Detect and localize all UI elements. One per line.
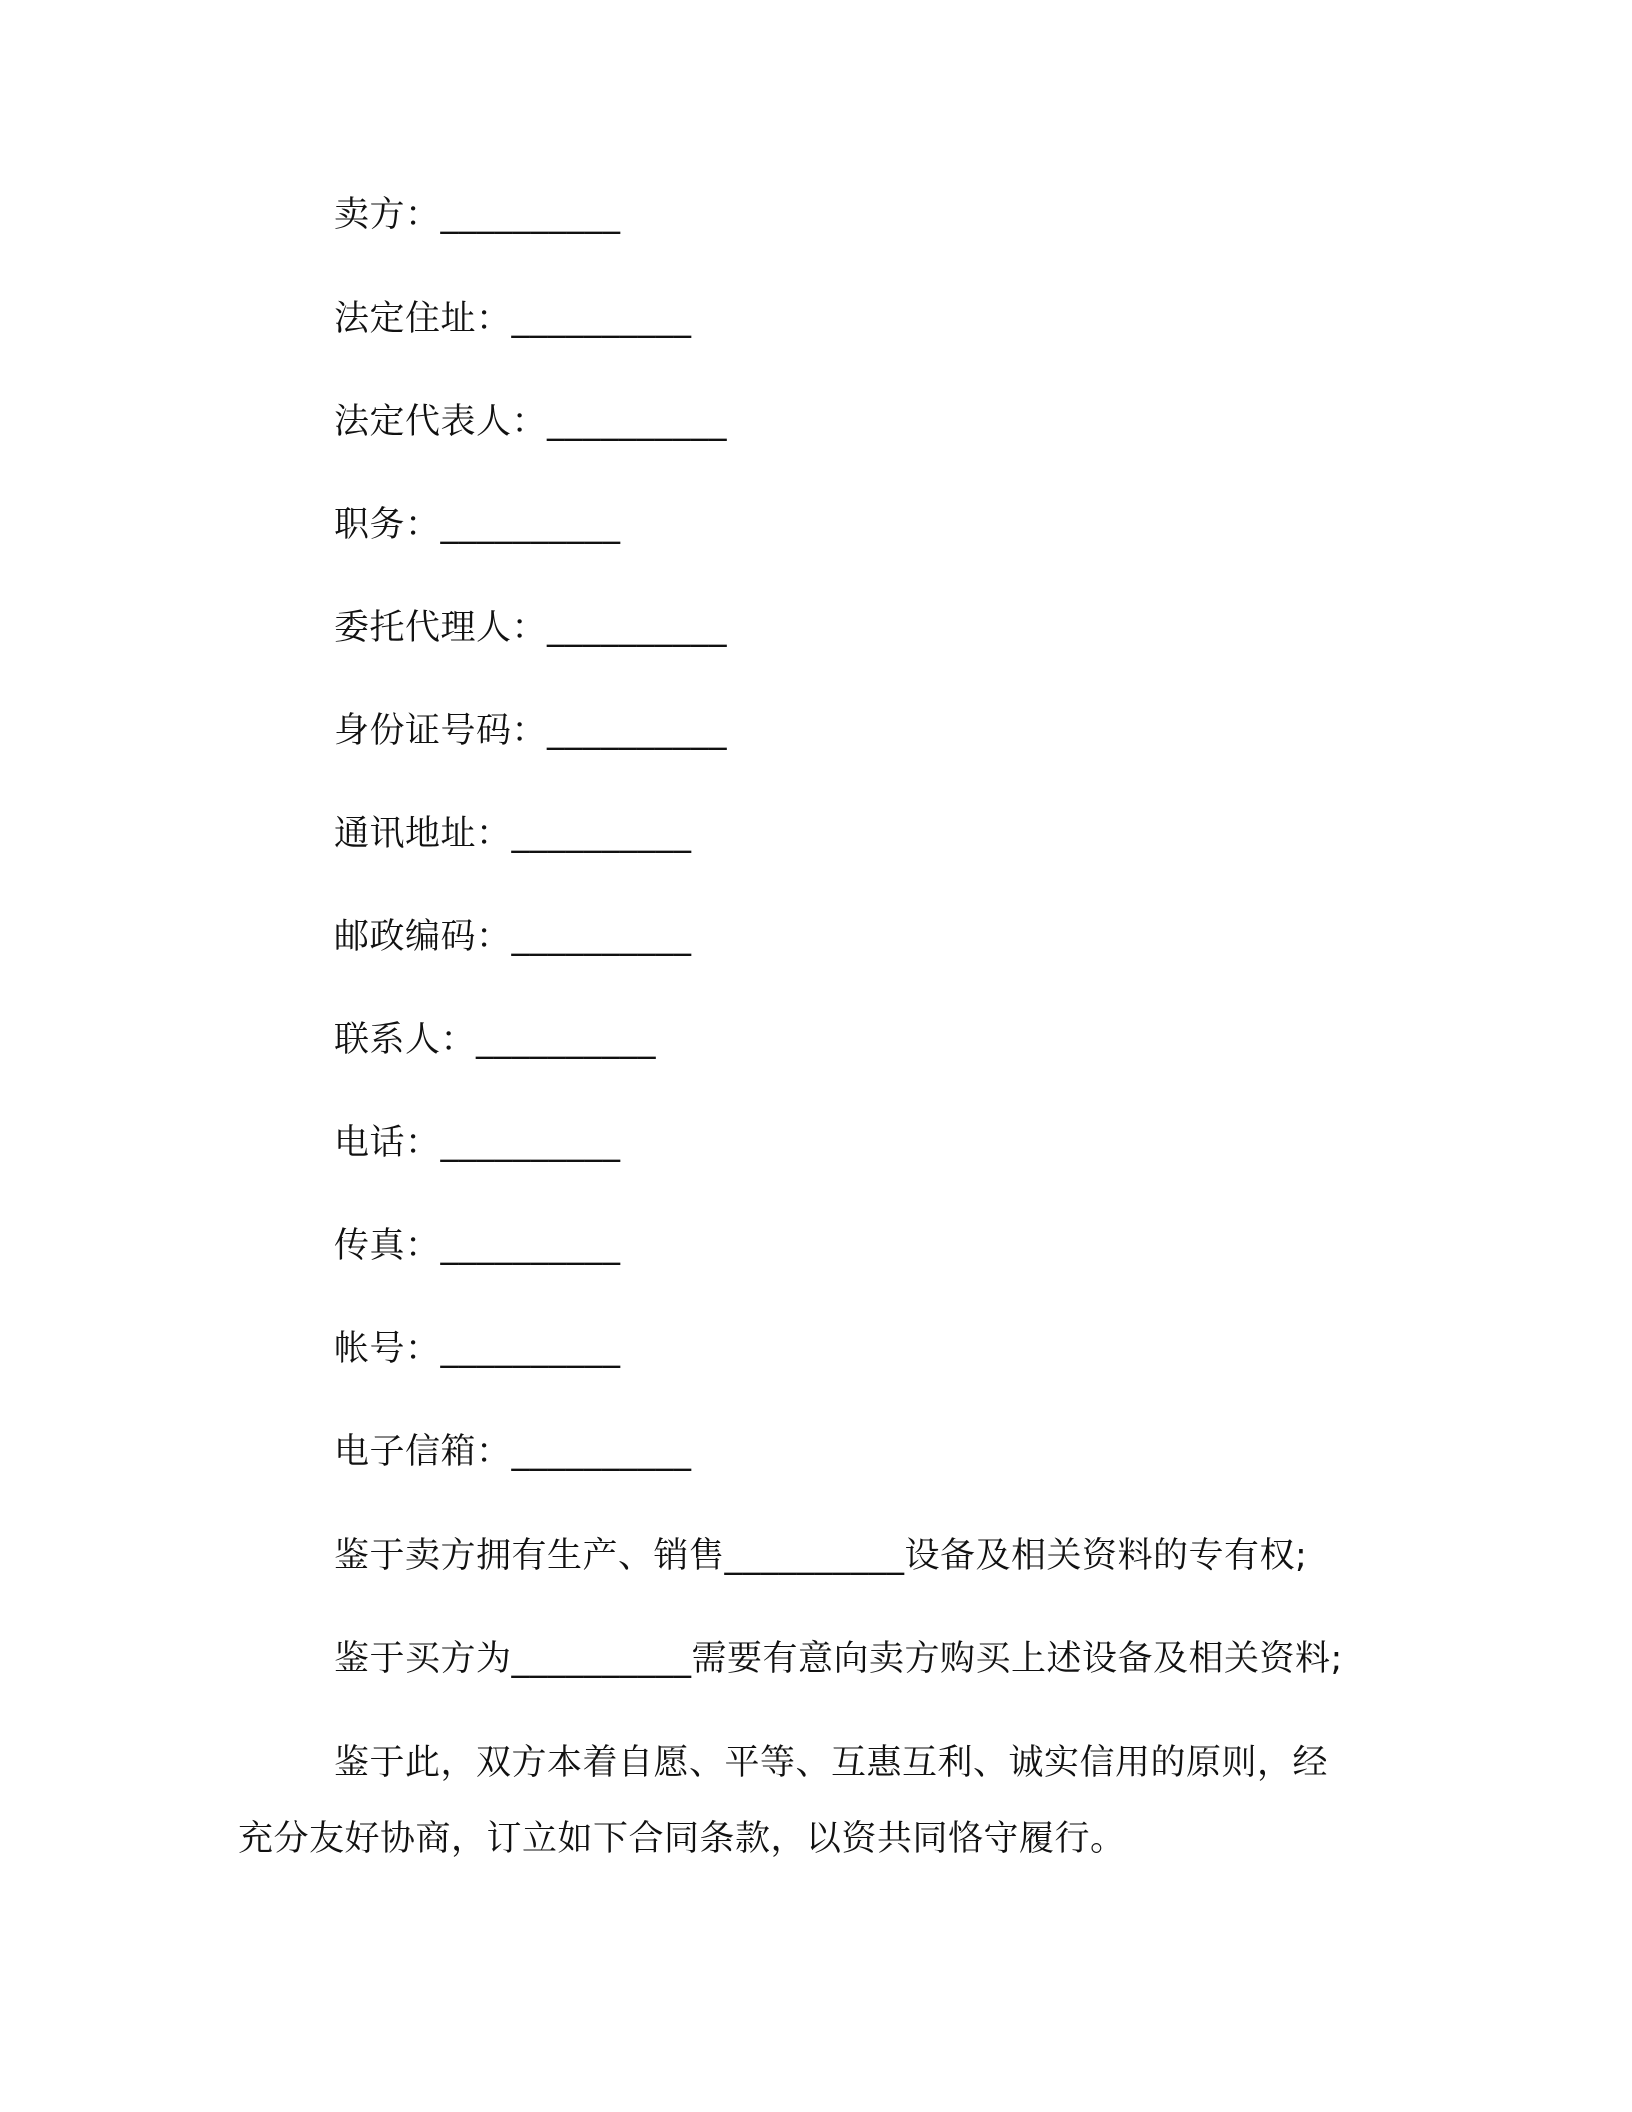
field-email: 电子信箱：__________ — [334, 1432, 692, 1472]
recital-agreement: 鉴于此，双方本着自愿、平等、互惠互利、诚实信用的原则，经 — [334, 1743, 1329, 1783]
field-account-number: 帐号：__________ — [334, 1329, 621, 1369]
field-phone: 电话：__________ — [334, 1123, 621, 1163]
field-seller: 卖方：__________ — [334, 195, 621, 235]
recital-agreement-continued: 充分友好协商，订立如下合同条款，以资共同恪守履行。 — [238, 1819, 1126, 1859]
recital-buyer-intent: 鉴于买方为__________需要有意向卖方购买上述设备及相关资料; — [334, 1639, 1343, 1679]
field-id-number: 身份证号码：__________ — [334, 711, 728, 751]
field-authorized-agent: 委托代理人：__________ — [334, 608, 728, 648]
field-fax: 传真：__________ — [334, 1226, 621, 1266]
recital-seller-rights: 鉴于卖方拥有生产、销售__________设备及相关资料的专有权; — [334, 1536, 1308, 1576]
field-legal-representative: 法定代表人：__________ — [334, 402, 728, 442]
field-contact-person: 联系人：__________ — [334, 1020, 657, 1060]
field-mailing-address: 通讯地址：__________ — [334, 814, 692, 854]
field-legal-address: 法定住址：__________ — [334, 299, 692, 339]
field-postal-code: 邮政编码：__________ — [334, 917, 692, 957]
field-position: 职务：__________ — [334, 505, 621, 545]
